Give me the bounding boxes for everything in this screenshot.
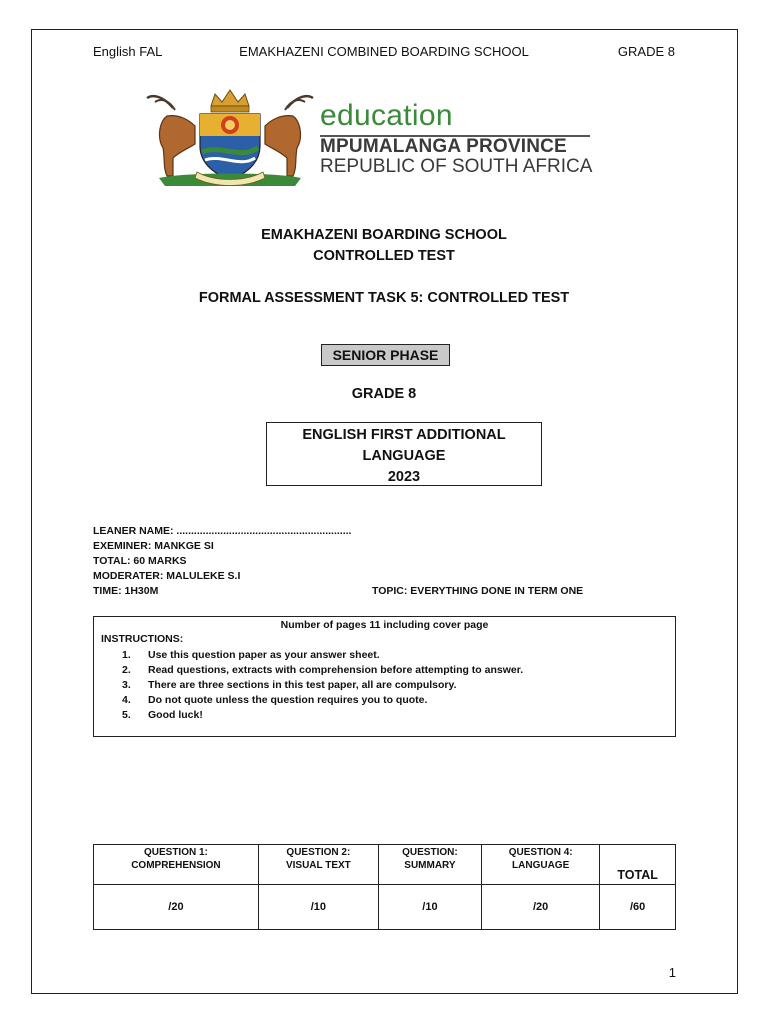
phase-badge: SENIOR PHASE <box>321 344 450 366</box>
instructions-box <box>93 616 676 737</box>
time-info: TIME: 1H30M <box>93 585 159 597</box>
header-school: EMAKHAZENI COMBINED BOARDING SCHOOL <box>239 44 529 59</box>
mark-cell-q1: /20 <box>94 885 259 930</box>
instruction-item: 5. Good luck! <box>122 709 203 721</box>
header-cell-q1: QUESTION 1: COMPREHENSION <box>94 845 259 885</box>
instructions-heading: INSTRUCTIONS: <box>101 633 184 645</box>
header-grade: GRADE 8 <box>617 44 675 59</box>
table-header-row <box>94 845 676 885</box>
examiner-info: EXEMINER: MANKGE SI <box>93 540 214 552</box>
mark-cell-q2: /10 <box>258 885 378 930</box>
table-row <box>94 885 676 930</box>
instruction-item: 2. Read questions, extracts with comprehension before attempting to answer. <box>122 664 524 676</box>
marks-table <box>93 844 676 930</box>
mark-cell-total: /60 <box>600 885 676 930</box>
header-cell-q3: QUESTION: SUMMARY <box>378 845 481 885</box>
coat-of-arms-icon <box>145 86 315 190</box>
subject-line-2: LANGUAGE <box>362 448 446 464</box>
school-title: EMAKHAZENI BOARDING SCHOOL <box>261 227 507 243</box>
header-cell-q4: QUESTION 4: LANGUAGE <box>481 845 599 885</box>
logo-education-word: education <box>320 99 453 132</box>
instruction-item: 4. Do not quote unless the question requires you to quote. <box>122 694 428 706</box>
total-marks-info: TOTAL: 60 MARKS <box>93 555 187 567</box>
subject-line-1: ENGLISH FIRST ADDITIONAL <box>302 427 506 443</box>
instructions-list <box>122 648 523 723</box>
header-cell-total: TOTAL <box>600 845 676 885</box>
task-title: FORMAL ASSESSMENT TASK 5: CONTROLLED TEST <box>198 290 570 306</box>
instruction-item: 1. Use this question paper as your answer sheet. <box>122 649 380 661</box>
logo-province: MPUMALANGA PROVINCE <box>320 136 567 157</box>
topic-info: TOPIC: EVERYTHING DONE IN TERM ONE <box>372 585 584 597</box>
subject-box <box>266 422 542 486</box>
instruction-item: 3. There are three sections in this test paper, all are compulsory. <box>122 679 457 691</box>
header-subject: English FAL <box>93 44 163 59</box>
mark-cell-q3: /10 <box>378 885 481 930</box>
learner-name-field: LEANER NAME: ............................................................ <box>93 525 352 537</box>
page-count-note: Number of pages 11 including cover page <box>280 619 489 631</box>
moderator-info: MODERATER: MALULEKE S.I <box>93 570 241 582</box>
header-cell-q2: QUESTION 2: VISUAL TEXT <box>258 845 378 885</box>
test-title: CONTROLLED TEST <box>313 248 455 264</box>
mark-cell-q4: /20 <box>481 885 599 930</box>
subject-line-3: 2023 <box>387 469 421 485</box>
page-number: 1 <box>668 965 676 980</box>
grade-title: GRADE 8 <box>351 386 417 402</box>
logo-republic: REPUBLIC OF SOUTH AFRICA <box>320 156 593 177</box>
